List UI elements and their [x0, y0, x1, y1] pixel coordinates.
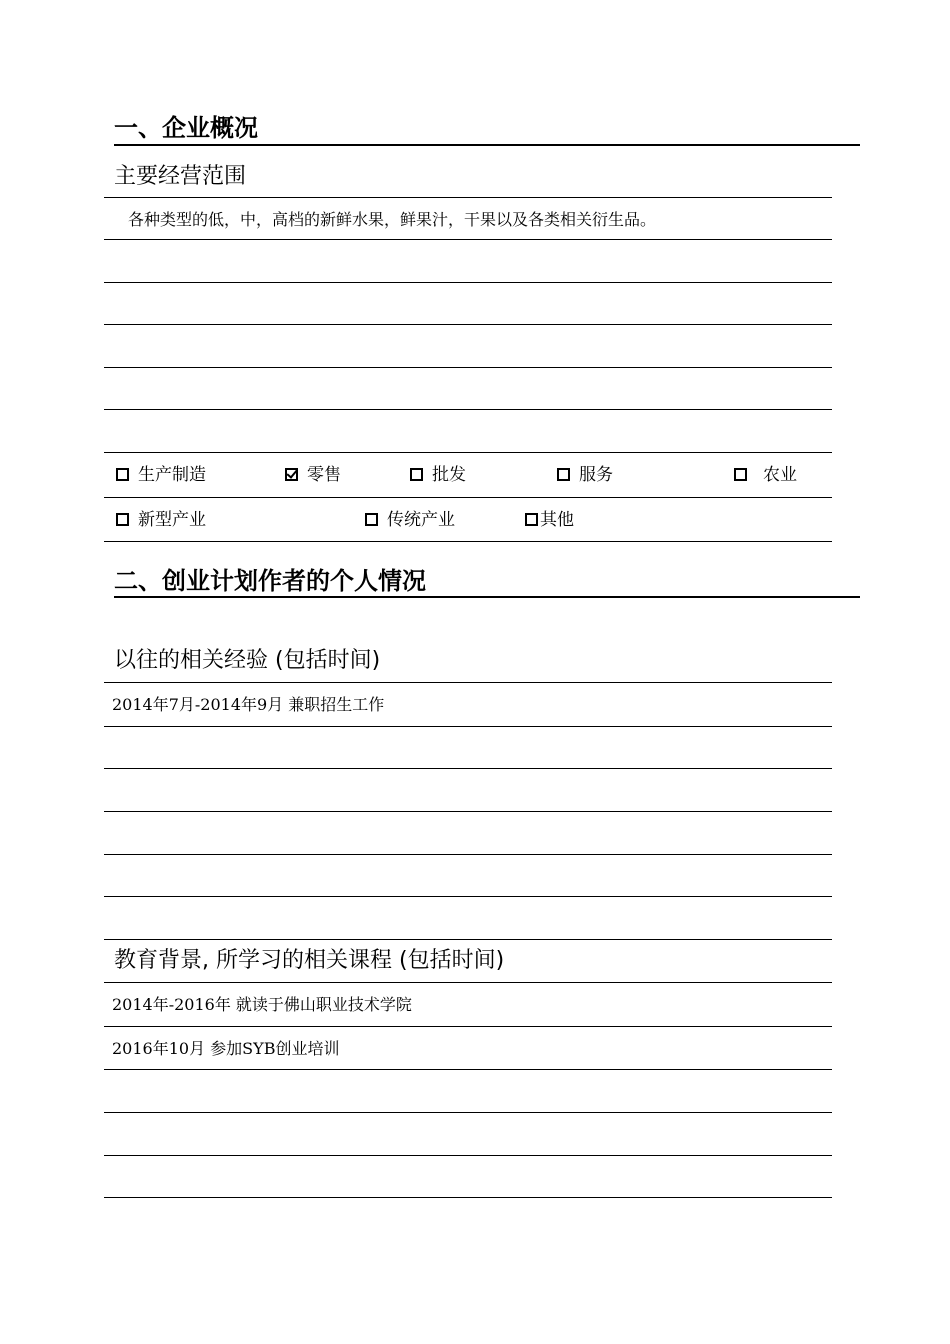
option-label: 批发 — [432, 465, 466, 485]
section1-title: 一、企业概况 — [114, 114, 258, 142]
option-service[interactable] — [557, 464, 613, 486]
rule — [104, 497, 832, 498]
rule — [104, 324, 832, 325]
rule — [104, 1112, 832, 1113]
option-label: 新型产业 — [138, 510, 206, 530]
section2-title: 二、创业计划作者的个人情况 — [114, 567, 426, 595]
education-label: 教育背景, 所学习的相关课程 (包括时间) — [114, 948, 505, 973]
rule — [104, 811, 832, 812]
option-label: 其他 — [540, 510, 574, 530]
checkbox-icon[interactable] — [525, 513, 538, 526]
rule — [104, 768, 832, 769]
option-manufacturing[interactable] — [116, 464, 206, 486]
rule — [104, 1155, 832, 1156]
option-label: 服务 — [579, 465, 613, 485]
rule — [104, 452, 832, 453]
rule — [104, 1026, 832, 1027]
checkbox-icon[interactable] — [365, 513, 378, 526]
experience-entry[interactable]: 2014年7月-2014年9月 兼职招生工作 — [112, 695, 385, 714]
option-label: 零售 — [307, 465, 341, 485]
option-agriculture[interactable] — [734, 464, 797, 486]
option-retail[interactable] — [285, 464, 341, 486]
option-label: 生产制造 — [138, 465, 206, 485]
rule — [104, 1069, 832, 1070]
rule — [104, 197, 832, 198]
rule — [104, 367, 832, 368]
business-scope-label: 主要经营范围 — [114, 164, 247, 189]
option-traditional-industry[interactable] — [365, 509, 455, 531]
rule — [104, 541, 832, 542]
option-label: 传统产业 — [387, 510, 455, 530]
education-entry[interactable]: 2014年-2016年 就读于佛山职业技术学院 — [112, 995, 412, 1014]
rule — [104, 682, 832, 683]
checkbox-icon[interactable] — [116, 513, 129, 526]
option-label: 农业 — [763, 465, 797, 485]
option-other[interactable] — [525, 509, 574, 531]
checkbox-icon[interactable] — [734, 468, 747, 481]
checkbox-icon[interactable] — [557, 468, 570, 481]
checkbox-icon[interactable] — [410, 468, 423, 481]
rule — [104, 939, 832, 940]
rule — [104, 1197, 832, 1198]
rule — [104, 726, 832, 727]
rule — [104, 409, 832, 410]
checkbox-checked-icon[interactable] — [285, 468, 298, 481]
rule — [104, 896, 832, 897]
experience-label: 以往的相关经验 (包括时间) — [114, 648, 381, 673]
rule — [104, 982, 832, 983]
checkbox-icon[interactable] — [116, 468, 129, 481]
education-entry[interactable]: 2016年10月 参加SYB创业培训 — [112, 1039, 340, 1058]
section1-title-rule — [114, 144, 860, 146]
rule — [104, 239, 832, 240]
option-wholesale[interactable] — [410, 464, 466, 486]
section2-title-rule — [114, 596, 860, 598]
rule — [104, 854, 832, 855]
business-scope-text[interactable]: 各种类型的低，中，高档的新鲜水果，鲜果汁，干果以及各类相关衍生品。 — [128, 210, 657, 229]
rule — [104, 282, 832, 283]
option-emerging-industry[interactable] — [116, 509, 206, 531]
